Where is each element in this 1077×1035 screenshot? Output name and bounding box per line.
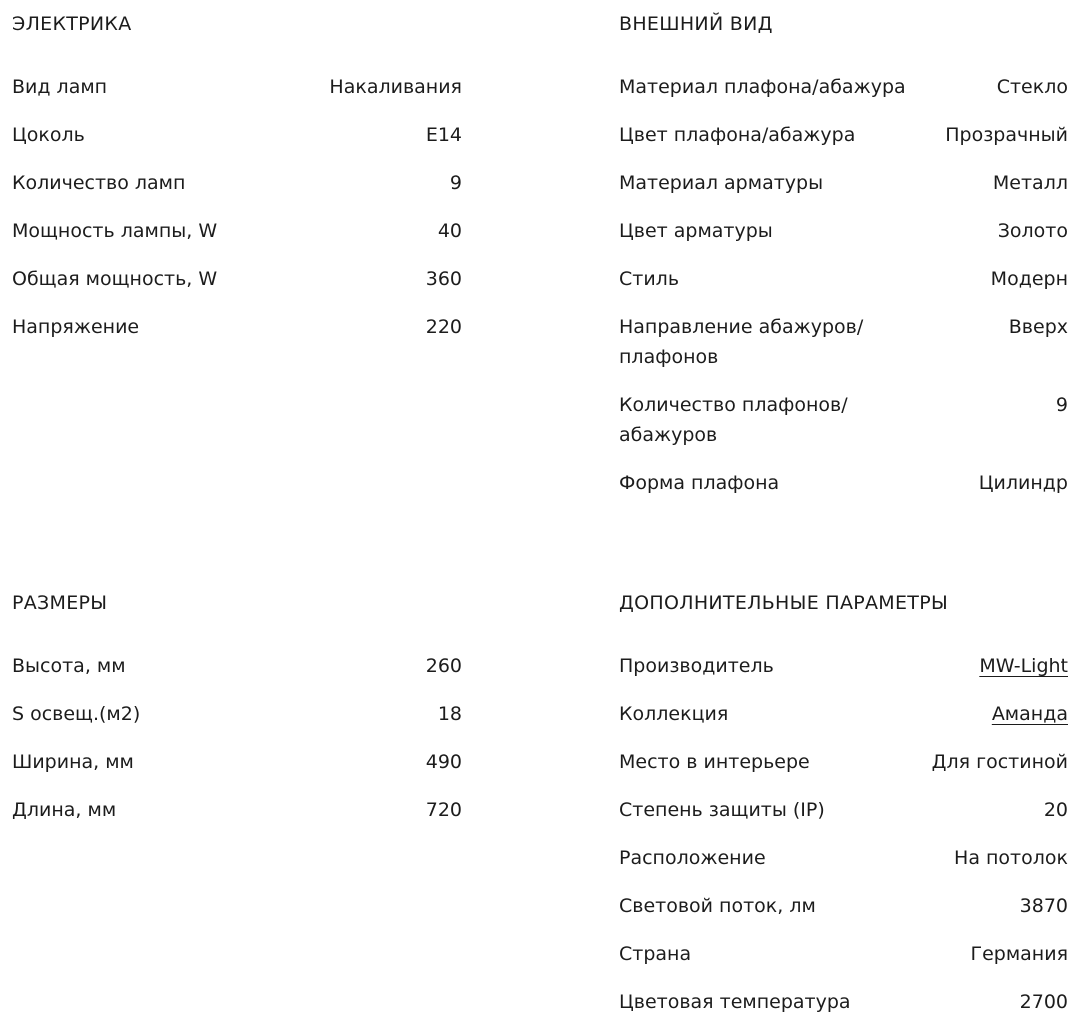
spec-label: Цветовая температура [619,991,851,1013]
spec-value: 20 [1043,799,1068,821]
spec-value: 9 [1055,394,1068,416]
spec-label: Общая мощность, W [12,268,218,290]
spec-row-shade-color [619,120,1068,150]
spec-row-shade-shape [619,468,1068,498]
spec-row-luminous-flux [619,891,1068,921]
spec-label: Количество плафонов/ абажуров [619,394,848,446]
spec-row-ip-rating [619,795,1068,825]
spec-value: 720 [425,799,462,821]
spec-label: Материал плафона/абажура [619,76,906,98]
spec-value: Накаливания [329,76,462,98]
spec-label: Цвет арматуры [619,220,773,242]
spec-value: 220 [425,316,462,338]
spec-label: Коллекция [619,703,729,725]
spec-label: Высота, мм [12,655,126,677]
spec-value: 490 [425,751,462,773]
spec-row-voltage [12,312,462,342]
exterior-section [619,12,1068,516]
spec-label: Место в интерьере [619,751,810,773]
spec-label: Стиль [619,268,680,290]
spec-row-frame-material [619,168,1068,198]
spec-row-length [12,795,462,825]
spec-label: Напряжение [12,316,140,338]
spec-label: Материал арматуры [619,172,824,194]
spec-row-shade-count [619,390,1068,450]
spec-value: Цилиндр [978,472,1068,494]
section-title: ВНЕШНИЙ ВИД [619,13,773,35]
spec-value: 2700 [1019,991,1068,1013]
spec-value: 18 [437,703,462,725]
spec-label: Страна [619,943,692,965]
spec-row-lit-area [12,699,462,729]
additional-section [619,591,1068,1035]
spec-value: Вверх [1008,316,1068,338]
collection-link[interactable]: Аманда [991,703,1068,725]
spec-label: Длина, мм [12,799,117,821]
spec-value: Германия [970,943,1068,965]
spec-value: Прозрачный [945,124,1068,146]
spec-value: 260 [425,655,462,677]
spec-row-lamp-power [12,216,462,246]
spec-row-shade-direction [619,312,1068,372]
spec-value: 360 [425,268,462,290]
spec-label: Ширина, мм [12,751,134,773]
spec-row-style [619,264,1068,294]
spec-value: На потолок [954,847,1068,869]
dimensions-section [12,591,462,843]
spec-value: 40 [437,220,462,242]
spec-row-country [619,939,1068,969]
spec-value: 3870 [1019,895,1068,917]
spec-row-width [12,747,462,777]
section-title: ДОПОЛНИТЕЛЬНЫЕ ПАРАМЕТРЫ [619,592,949,614]
spec-label: Вид ламп [12,76,108,98]
spec-label: Степень защиты (IP) [619,799,825,821]
spec-row-height [12,651,462,681]
spec-row-total-power [12,264,462,294]
spec-value: 9 [449,172,462,194]
electrical-section [12,12,462,360]
spec-label: Расположение [619,847,766,869]
spec-label: Количество ламп [12,172,186,194]
spec-row-placement [619,843,1068,873]
spec-label: Цоколь [12,124,85,146]
spec-row-frame-color [619,216,1068,246]
spec-row-socket [12,120,462,150]
spec-row-color-temperature [619,987,1068,1017]
spec-label: S освещ.(м2) [12,703,141,725]
spec-label: Мощность лампы, W [12,220,218,242]
spec-row-shade-material [619,72,1068,102]
spec-value: Модерн [990,268,1068,290]
spec-value: Для гостиной [931,751,1068,773]
section-title: ЭЛЕКТРИКА [12,13,132,35]
spec-value: Золото [997,220,1068,242]
spec-label: Цвет плафона/абажура [619,124,856,146]
spec-row-room [619,747,1068,777]
spec-label: Форма плафона [619,472,780,494]
spec-label: Световой поток, лм [619,895,816,917]
spec-row-lamp-count [12,168,462,198]
spec-label: Производитель [619,655,774,677]
spec-label: Направление абажуров/ плафонов [619,316,864,368]
spec-row-lamp-type [12,72,462,102]
spec-value: Стекло [996,76,1068,98]
spec-row-manufacturer [619,651,1068,681]
spec-value: Металл [992,172,1068,194]
manufacturer-link[interactable]: MW-Light [979,655,1068,677]
spec-row-collection [619,699,1068,729]
spec-value: E14 [425,124,462,146]
section-title: РАЗМЕРЫ [12,592,108,614]
